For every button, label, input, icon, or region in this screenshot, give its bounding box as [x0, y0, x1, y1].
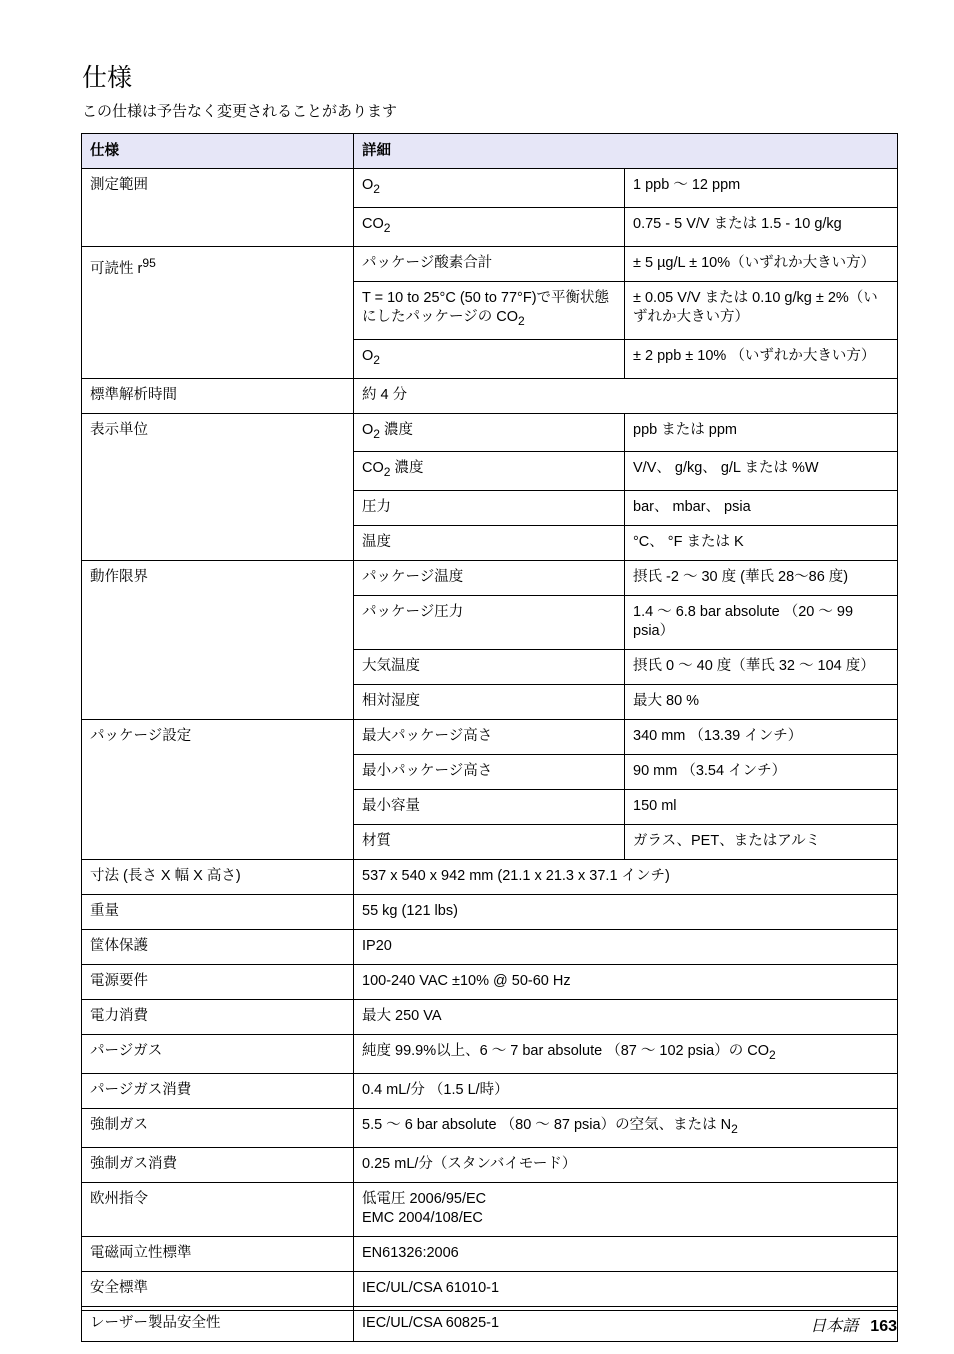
- row-value: 5.5 ～ 6 bar absolute （80 ～ 87 psia）の空気、または $N_2$: [354, 1109, 898, 1148]
- footer-language: 日本語: [810, 1316, 859, 1335]
- sub-label: パッケージ酸素合計: [354, 246, 625, 281]
- page-footer: [810, 1313, 897, 1336]
- sub-label: 大気温度: [354, 650, 625, 685]
- row-label: パージガス: [82, 1035, 354, 1074]
- table-row: [82, 1000, 898, 1035]
- row-value: 約 4 分: [354, 378, 898, 413]
- sub-label: 最小容量: [354, 790, 625, 825]
- row-label: 欧州指令: [82, 1183, 354, 1237]
- table-row: [82, 561, 898, 596]
- sub-value: 340 mm （13.39 インチ）: [625, 720, 898, 755]
- row-value: 純度 99.9%以上、6 ～ 7 bar absolute （87 ～ 102 psia）の $CO_2$: [354, 1035, 898, 1074]
- row-label: 寸法 (長さ X 幅 X 高さ): [82, 860, 354, 895]
- sub-label: 温度: [354, 526, 625, 561]
- table-row: [82, 378, 898, 413]
- row-value: 0.4 mL/分 （1.5 L/時）: [354, 1074, 898, 1109]
- footer-divider: [81, 1310, 897, 1311]
- sub-value: 最大 80 %: [625, 685, 898, 720]
- table-row: [82, 1307, 898, 1342]
- row-label: 標準解析時間: [82, 378, 354, 413]
- table-row: [82, 1148, 898, 1183]
- page-subtitle: この仕様は予告なく変更されることがあります: [82, 102, 398, 120]
- row-value: 100-240 VAC ±10% @ 50-60 Hz: [354, 965, 898, 1000]
- header-details: 詳細: [354, 134, 898, 169]
- row-value: 0.25 mL/分（スタンバイモード）: [354, 1148, 898, 1183]
- sub-label: パッケージ温度: [354, 561, 625, 596]
- sub-value: ガラス、PET、またはアルミ: [625, 825, 898, 860]
- sub-value: 1 ppb ～ 12 ppm: [625, 169, 898, 208]
- row-value: EN61326:2006: [354, 1237, 898, 1272]
- specifications-table: [81, 133, 898, 1342]
- table-row: [82, 930, 898, 965]
- row-value: IEC/UL/CSA 60825-1: [354, 1307, 898, 1342]
- table-header-row: [82, 134, 898, 169]
- sub-value: V/V、 g/kg、 g/L または %W: [625, 452, 898, 491]
- sub-label: $O_2$ 濃度: [354, 413, 625, 452]
- row-label: 強制ガス: [82, 1109, 354, 1148]
- table-row: [82, 413, 898, 452]
- sub-value: bar、 mbar、 psia: [625, 491, 898, 526]
- sub-label: $CO_2$: [354, 207, 625, 246]
- sub-label: T = 10 to 25°C (50 to 77°F)で平衡状態にしたパッケージの $CO_2$: [354, 281, 625, 339]
- table-row: [82, 1074, 898, 1109]
- sub-value: °C、 °F または K: [625, 526, 898, 561]
- sub-label: $O_2$: [354, 169, 625, 208]
- sub-label: パッケージ圧力: [354, 596, 625, 650]
- header-spec: 仕様: [82, 134, 354, 169]
- page-number: 163: [870, 1318, 897, 1335]
- sub-value: 1.4 ～ 6.8 bar absolute （20 ～ 99 psia）: [625, 596, 898, 650]
- sub-value: 90 mm （3.54 インチ）: [625, 755, 898, 790]
- row-label: パージガス消費: [82, 1074, 354, 1109]
- row-label: 電力消費: [82, 1000, 354, 1035]
- row-label: 動作限界: [82, 561, 354, 720]
- row-value: 低電圧 2006/95/EC EMC 2004/108/EC: [354, 1183, 898, 1237]
- sub-value: ± 5 µg/L ± 10%（いずれか大きい方）: [625, 246, 898, 281]
- row-label: 電磁両立性標準: [82, 1237, 354, 1272]
- row-label: 重量: [82, 895, 354, 930]
- row-value: 537 x 540 x 942 mm (21.1 x 21.3 x 37.1 インチ): [354, 860, 898, 895]
- sub-label: 最小パッケージ高さ: [354, 755, 625, 790]
- sub-value: ± 0.05 V/V または 0.10 g/kg ± 2%（いずれか大きい方）: [625, 281, 898, 339]
- table-row: [82, 1109, 898, 1148]
- sub-value: 摂氏 0 ～ 40 度（華氏 32 ～ 104 度）: [625, 650, 898, 685]
- table-row: [82, 1183, 898, 1237]
- sub-label: 最大パッケージ高さ: [354, 720, 625, 755]
- table-row: [82, 720, 898, 755]
- row-label: レーザー製品安全性: [82, 1307, 354, 1342]
- row-value: IP20: [354, 930, 898, 965]
- sub-value: 0.75 - 5 V/V または 1.5 - 10 g/kg: [625, 207, 898, 246]
- row-value: 55 kg (121 lbs): [354, 895, 898, 930]
- sub-value: 摂氏 -2 ～ 30 度 (華氏 28～86 度): [625, 561, 898, 596]
- table-row: [82, 1237, 898, 1272]
- row-label: 表示単位: [82, 413, 354, 561]
- row-label: 測定範囲: [82, 169, 354, 247]
- table-row: [82, 169, 898, 208]
- sub-label: $CO_2$ 濃度: [354, 452, 625, 491]
- table-row: [82, 965, 898, 1000]
- page-title: 仕様: [82, 63, 133, 92]
- table-row: [82, 1035, 898, 1074]
- table-row: [82, 246, 898, 281]
- sub-value: 150 ml: [625, 790, 898, 825]
- row-value: 最大 250 VA: [354, 1000, 898, 1035]
- sub-label: 材質: [354, 825, 625, 860]
- table-row: [82, 1272, 898, 1307]
- row-label: 電源要件: [82, 965, 354, 1000]
- table-row: [82, 895, 898, 930]
- sub-value: ppb または ppm: [625, 413, 898, 452]
- row-label: 可読性 $r^{95}$: [82, 246, 354, 378]
- sub-value: ± 2 ppb ± 10% （いずれか大きい方）: [625, 339, 898, 378]
- sub-label: 相対湿度: [354, 685, 625, 720]
- table-row: [82, 860, 898, 895]
- sub-label: 圧力: [354, 491, 625, 526]
- row-label: 筐体保護: [82, 930, 354, 965]
- sub-label: $O_2$: [354, 339, 625, 378]
- row-label: パッケージ設定: [82, 720, 354, 860]
- row-label: 安全標準: [82, 1272, 354, 1307]
- row-value: IEC/UL/CSA 61010-1: [354, 1272, 898, 1307]
- row-label: 強制ガス消費: [82, 1148, 354, 1183]
